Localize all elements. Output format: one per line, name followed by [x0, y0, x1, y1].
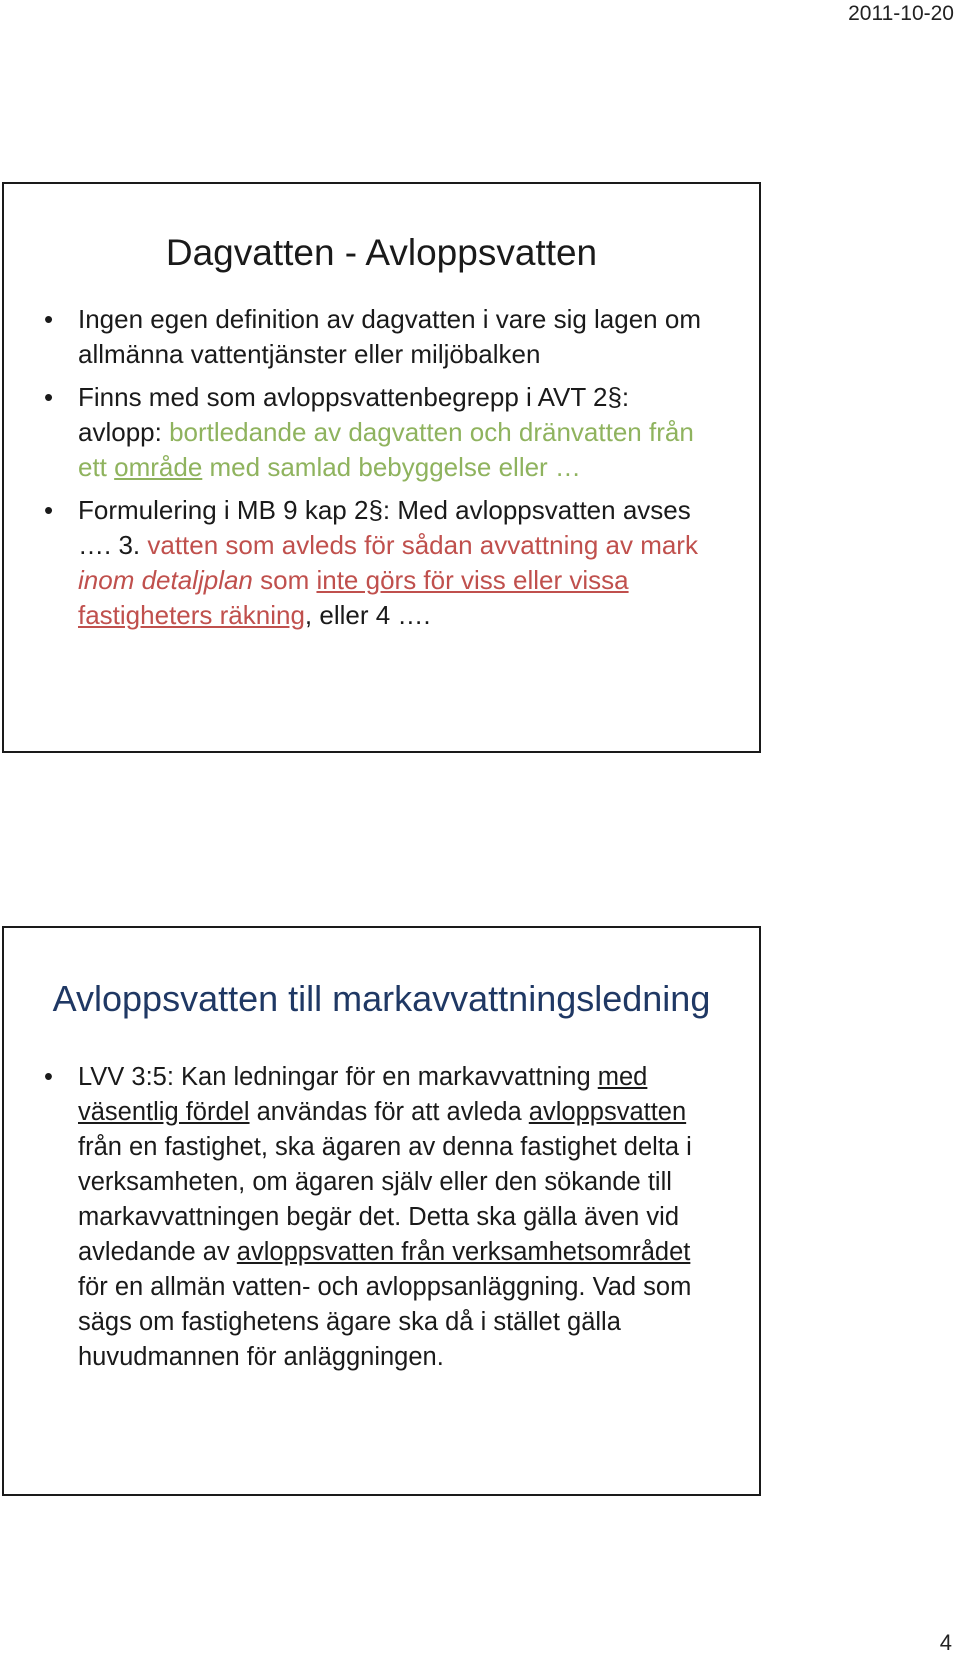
- list-item: [44, 380, 719, 485]
- underlined-term: med väsentlig fördel: [78, 1063, 648, 1126]
- slide-markavvattning: [2, 926, 761, 1496]
- list-item: [44, 1060, 719, 1375]
- bullet-text: Ingen egen definition av dagvatten i vare sig lagen om allmänna vattentjänster eller miljöbalken: [78, 304, 701, 369]
- bullet-icon: •: [44, 495, 54, 525]
- list-item: [44, 302, 719, 372]
- bullet-text: LVV 3:5: Kan ledningar för en markavvattning: [78, 1063, 598, 1091]
- quote-text: som: [252, 565, 317, 595]
- bullet-icon: •: [44, 1063, 53, 1091]
- quote-text: vatten som avleds för sådan avvattning av mark: [147, 530, 698, 560]
- underlined-term: område: [114, 452, 203, 482]
- page-number: 4: [939, 1630, 952, 1655]
- bullet-text: Formulering i MB 9 kap 2§: Med avloppsvatten avses …. 3.: [78, 495, 691, 560]
- bullet-text: för en allmän vatten- och avloppsanläggning. Vad som sägs om fastighetens ägare ska då i stället gälla huvudmannen för anläggningen.: [78, 1273, 692, 1371]
- slide-title: Avloppsvatten till markavvattningsledning: [52, 978, 711, 1019]
- date-header: 2011-10-20: [848, 2, 954, 25]
- underlined-term: avloppsvatten: [528, 1098, 687, 1126]
- bullet-text: användas för att avleda: [249, 1098, 529, 1126]
- bullet-list: [44, 302, 719, 641]
- list-item: [44, 493, 719, 633]
- quote-text: med samlad bebyggelse eller …: [202, 452, 581, 482]
- underlined-term: inte görs för viss eller vissa fastigheters räkning: [78, 565, 629, 630]
- slide-title: Dagvatten - Avloppsvatten: [165, 232, 598, 273]
- bullet-text: från en fastighet, ska ägaren av denna fastighet delta i verksamheten, om ägaren själv eller den sökande till markavvattningen begär det. Detta ska gälla även vid avledande av: [78, 1133, 692, 1266]
- bullet-text: Finns med som avloppsvattenbegrepp i AVT 2§: avlopp:: [78, 382, 630, 447]
- bullet-text: , eller 4 ….: [304, 600, 431, 630]
- bullet-list: [44, 1060, 719, 1383]
- bullet-icon: •: [44, 382, 54, 412]
- bullet-icon: •: [44, 304, 54, 334]
- slide-dagvatten: [2, 182, 761, 753]
- underlined-term: avloppsvatten från verksamhetsområdet: [236, 1238, 691, 1266]
- quote-text: bortledande av dagvatten och dränvatten från ett: [78, 417, 694, 482]
- italic-term: inom detaljplan: [78, 565, 253, 595]
